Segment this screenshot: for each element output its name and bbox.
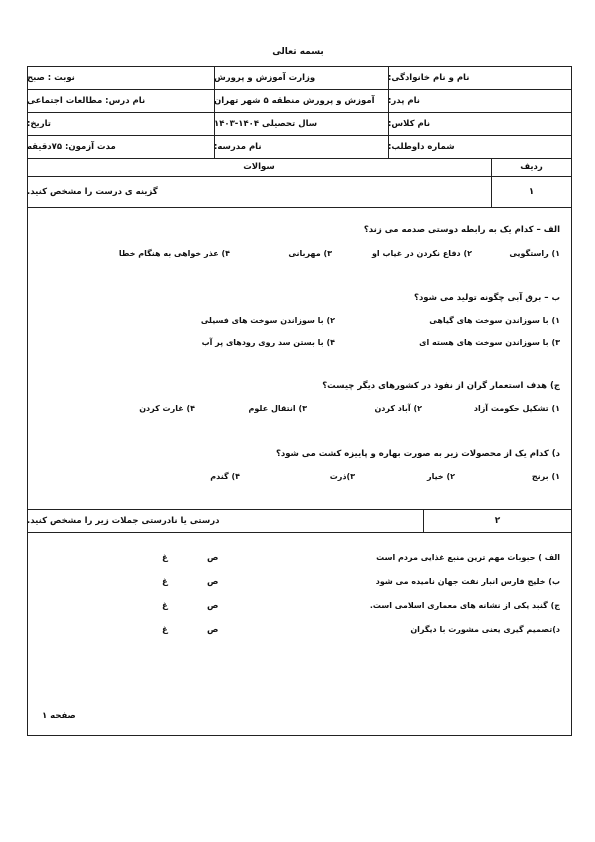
q2-c-false-option[interactable]: غ xyxy=(162,601,168,611)
q1-d-option-3[interactable]: ۳)ذرت xyxy=(329,472,355,481)
q1-c-option-4[interactable]: ۴) غارت کردن xyxy=(139,404,195,413)
q2-a-true-option[interactable]: ص xyxy=(207,553,219,563)
seat-number-label: شماره داوطلب: xyxy=(388,141,455,152)
school-year: سال تحصیلی ۱۴۰۴-۱۴۰۳ xyxy=(214,118,318,129)
q1-a-option-1[interactable]: ۱) راستگویی xyxy=(509,249,560,258)
q2-a-false-option[interactable]: غ xyxy=(162,553,168,563)
q2-b-true-option[interactable]: ص xyxy=(207,577,219,587)
q1-d-option-2[interactable]: ۲) خیار xyxy=(427,472,455,481)
shift-label: نوبت : صبح xyxy=(27,72,75,83)
q1-part-b-prompt: ب – برق آبی چگونه تولید می شود؟ xyxy=(414,293,560,303)
question-1-number: ۱ xyxy=(528,186,535,197)
q1-c-option-2[interactable]: ۲) آباد کردن xyxy=(374,404,422,413)
q1-part-a-prompt: الف – کدام یک به رابطه دوستی صدمه می زند؟ xyxy=(363,225,560,235)
q2-statement-c: ج) گنبد یکی از نشانه های معماری اسلامی است. xyxy=(369,601,560,610)
q1-b-option-1[interactable]: ۱) با سوزاندن سوخت های گیاهی xyxy=(429,316,560,325)
class-name-label: نام کلاس: xyxy=(388,118,431,129)
q1-a-option-3[interactable]: ۳) مهربانی xyxy=(288,249,332,258)
q2-c-true-option[interactable]: ص xyxy=(207,601,219,611)
student-name-label: نام و نام خانوادگی: xyxy=(388,72,470,83)
q1-part-c-prompt: ج) هدف استعمار گران از نفوذ در کشورهای دیگر چیست؟ xyxy=(322,381,560,391)
father-name-label: نام پدر: xyxy=(388,95,420,106)
question-2-instruction: درستی یا نادرستی جملات زیر را مشخص کنید. xyxy=(27,515,220,526)
school-name-label: نام مدرسه: xyxy=(214,141,262,152)
question-1-instruction: گزینه ی درست را مشخص کنید. xyxy=(27,186,158,197)
questions-column-header: سوالات xyxy=(243,162,275,172)
q1-a-option-4[interactable]: ۴) عذر خواهی به هنگام خطا xyxy=(118,249,230,258)
bismillah: بسمه تعالی xyxy=(272,47,324,57)
exam-duration: مدت آزمون: ۷۵دقیقه xyxy=(27,141,116,152)
q1-a-option-2[interactable]: ۲) دفاع نکردن در غیاب او xyxy=(371,249,472,258)
q1-d-option-1[interactable]: ۱) برنج xyxy=(531,472,560,481)
page-number: صفحه ۱ xyxy=(42,711,76,721)
education-district: آموزش و پرورش منطقه ۵ شهر تهران xyxy=(214,95,375,106)
q1-c-option-3[interactable]: ۳) انتقال علوم xyxy=(248,404,307,413)
q2-b-false-option[interactable]: غ xyxy=(162,577,168,587)
date-label: تاریخ: xyxy=(27,118,51,129)
q2-statement-a: الف ) حبوبات مهم ترین منبع غذایی مردم است xyxy=(376,553,560,562)
q1-d-option-4[interactable]: ۴) گندم xyxy=(210,472,240,481)
row-column-header: ردیف xyxy=(520,162,543,172)
q2-d-false-option[interactable]: غ xyxy=(162,625,168,635)
q1-b-option-2[interactable]: ۲) با سوزاندن سوخت های فسیلی xyxy=(200,316,335,325)
q1-b-option-3[interactable]: ۳) با سوزاندن سوخت های هسته ای xyxy=(419,338,560,347)
q1-b-option-4[interactable]: ۴) با بستن سد روی رودهای پر آب xyxy=(201,338,335,347)
q1-c-option-1[interactable]: ۱) تشکیل حکومت آزاد xyxy=(473,404,560,413)
q1-part-d-prompt: د) کدام یک از محصولات زیر به صورت بهاره و پاییزه کشت می شود؟ xyxy=(275,449,560,459)
course-name: نام درس: مطالعات اجتماعی xyxy=(27,95,146,106)
ministry-name: وزارت آموزش و پرورش xyxy=(214,72,316,83)
question-2-number: ۲ xyxy=(494,515,501,526)
q2-statement-b: ب) خلیج فارس انبار نفت جهان نامیده می شود xyxy=(375,577,560,586)
q2-d-true-option[interactable]: ص xyxy=(207,625,219,635)
q2-statement-d: د)تصمیم گیری یعنی مشورت با دیگران xyxy=(410,625,560,634)
